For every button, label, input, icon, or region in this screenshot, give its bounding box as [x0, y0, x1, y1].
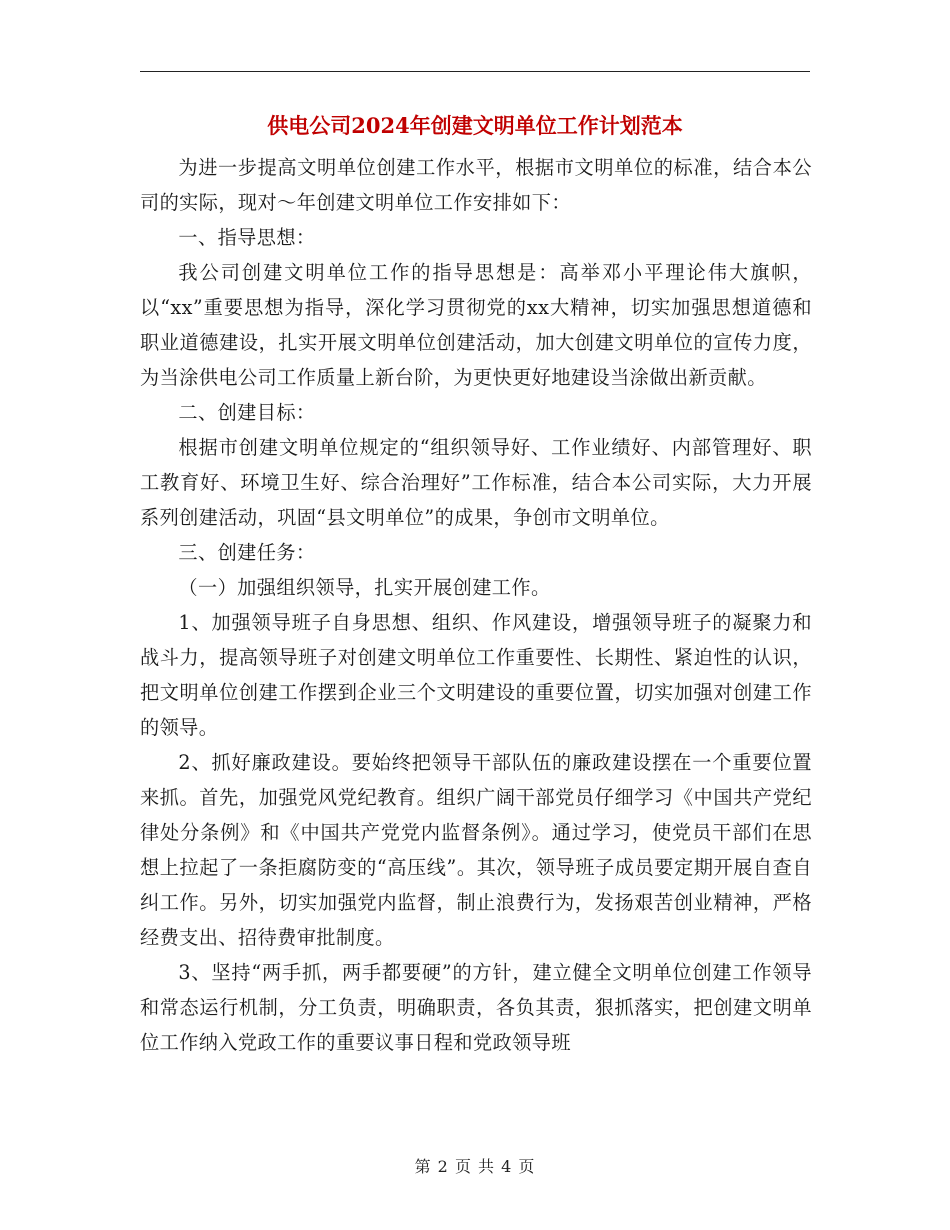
- document-title: 供电公司2024年创建文明单位工作计划范本: [267, 113, 683, 138]
- document-body: [140, 150, 812, 1060]
- subheading-task-1: （一）加强组织领导，扎实开展创建工作。: [178, 576, 551, 599]
- paragraph-guiding-thought: 我公司创建文明单位工作的指导思想是：高举邓小平理论伟大旗帜，以“xx”重要思想为指导，深化学习贯彻党的xx大精神，切实加强思想道德和职业道德建设，扎实开展文明单位创建活动，加大创建文明单位的宣传力度，为当涂供电公司工作质量上新台阶，为更快更好地建设当涂做出新贡献。: [140, 261, 812, 389]
- paragraph-task-item-1: 1、加强领导班子自身思想、组织、作风建设，增强领导班子的凝聚力和战斗力，提高领导班子对创建文明单位工作重要性、长期性、紧迫性的认识，把文明单位创建工作摆到企业三个文明建设的重要位置，切实加强对创建工作的领导。: [140, 611, 812, 739]
- paragraph-goal: 根据市创建文明单位规定的“组织领导好、工作业绩好、内部管理好、职工教育好、环境卫生好、综合治理好”工作标准，结合本公司实际，大力开展系列创建活动，巩固“县文明单位”的成果，争创市文明单位。: [140, 436, 812, 529]
- paragraph-task-item-2: 2、抓好廉政建设。要始终把领导干部队伍的廉政建设摆在一个重要位置来抓。首先，加强党风党纪教育。组织广阔干部党员仔细学习《中国共产党纪律处分条例》和《中国共产党党内监督条例》。通过学习，使党员干部们在思想上拉起了一条拒腐防变的“高压线”。其次，领导班子成员要定期开展自查自纠工作。另外，切实加强党内监督，制止浪费行为，发扬艰苦创业精神，严格经费支出、招待费审批制度。: [140, 751, 812, 949]
- page-number: 第 2 页 共 4 页: [414, 1157, 536, 1176]
- paragraph-intro: 为进一步提高文明单位创建工作水平，根据市文明单位的标准，结合本公司的实际，现对～年创建文明单位工作安排如下：: [140, 156, 812, 214]
- heading-goal: 二、创建目标：: [178, 401, 316, 424]
- heading-guiding-thought: 一、指导思想：: [178, 226, 316, 249]
- paragraph-task-item-3: 3、坚持“两手抓，两手都要硬”的方针，建立健全文明单位创建工作领导和常态运行机制，分工负责，明确职责，各负其责，狠抓落实，把创建文明单位工作纳入党政工作的重要议事日程和党政领导班: [140, 961, 812, 1054]
- header-rule: [140, 71, 810, 72]
- heading-tasks: 三、创建任务：: [178, 541, 316, 564]
